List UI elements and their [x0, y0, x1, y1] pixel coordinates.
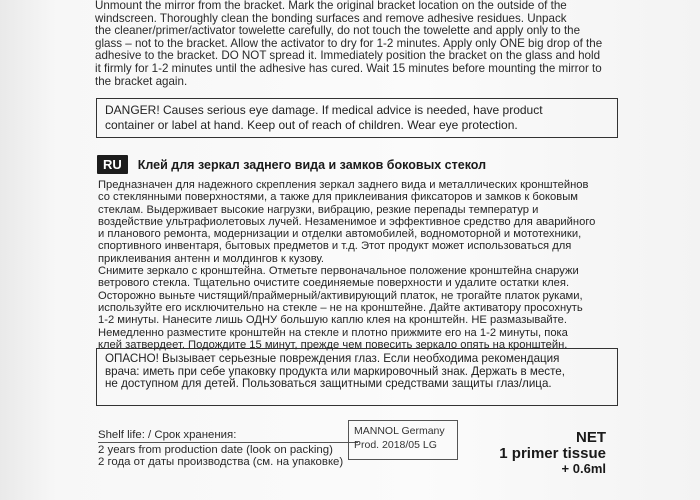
text-line: используйте его исключительно на стекле – не на кронштейне. Дайте активатору просохнуть — [98, 301, 583, 314]
text-line: стеклам. Выдерживает высокие нагрузки, вибрацию, резкие перепады температур и — [98, 203, 539, 216]
shelf-life-label: Shelf life: / Срок хранения: — [98, 429, 237, 441]
text-line: it firmly for 1-2 minutes until the adhesive has cured. Wait 15 minutes before mounting the mirror to — [95, 61, 602, 75]
text-line: 1-2 минуты. Нанесите лишь ОДНУ большую каплю клея на кронштейн. НЕ размазывайте. — [98, 314, 567, 327]
manufacturer-name: MANNOL Germany — [354, 425, 445, 437]
text-line: Unmount the mirror from the bracket. Mark the original bracket location on the outside of the — [95, 0, 567, 12]
danger-warning-english — [96, 98, 618, 138]
text-line: windscreen. Thoroughly clean the bonding surfaces and remove adhesive residues. Unpack — [95, 11, 567, 25]
net-label: NET — [576, 429, 606, 446]
shelf-life-english: 2 years from production date (look on packing) — [98, 444, 333, 457]
text-line: the cleaner/primer/activator towelette carefully, do not touch the towelette and apply only to the — [95, 24, 581, 38]
text-line: со стеклянными поверхностями, а также для приклеивания фиксаторов и замков к боковым — [98, 191, 578, 204]
text-line: и планового ремонта, модернизации и отделки автомобилей, водномоторной и мототехники, — [98, 228, 582, 241]
text-line: Предназначен для надежного скрепления зеркал заднего вида и металлических кронштейнов — [98, 179, 589, 191]
russian-instructions — [98, 179, 618, 351]
text-line: Осторожно выньте чистящий/праймерный/активирующий платок, не трогайте платок руками, — [98, 289, 583, 302]
text-line: воздействие ультрафиолетовых лучей. Незаменимое и эффективное средство для аварийного — [98, 215, 596, 228]
warning-line: container or label at hand. Keep out of reach of children. Wear eye protection. — [105, 118, 518, 132]
english-instructions — [95, 0, 615, 88]
net-contents — [499, 430, 606, 476]
net-item-volume: + 0.6ml — [561, 461, 606, 476]
danger-warning-russian — [96, 348, 618, 406]
text-line: клей затвердеет. Подождите 15 минут, прежде чем повесить зеркало опять на кронштейн. — [98, 338, 568, 351]
russian-section-header — [97, 155, 486, 174]
text-line: спортивного инвентаря, бытовых предметов и т.д. Этот продукт может использоваться для — [98, 240, 572, 253]
warning-line: врача: иметь при себе упаковку продукта или маркировочный знак. Держать в месте, — [105, 364, 565, 378]
russian-section-title: Клей для зеркал заднего вида и замков боковых стекол — [137, 157, 487, 172]
language-badge: RU — [97, 155, 128, 174]
shelf-life-russian: 2 года от даты производства (см. на упаковке) — [98, 456, 344, 469]
manufacturer-box — [348, 420, 458, 460]
text-line: glass – not to the bracket. Allow the activator to dry for 1-2 minutes. Apply only ONE big drop of the — [95, 36, 603, 50]
warning-line: ОПАСНО! Вызывает серьезные повреждения глаз. Если необходима рекомендация — [105, 352, 560, 365]
warning-line: не доступном для детей. Пользоваться защитными средствами защиты глаз/лица. — [105, 377, 552, 390]
text-line: Снимите зеркало с кронштейна. Отметьте первоначальное положение кронштейна снаружи — [98, 265, 579, 278]
text-line: ветрового стекла. Тщательно очистите соединяемые поверхности и удалите остатки клея. — [98, 277, 570, 290]
text-line: the bracket again. — [95, 74, 188, 88]
shelf-life — [98, 429, 378, 469]
warning-line: DANGER! Causes serious eye damage. If medical advice is needed, have product — [105, 103, 543, 117]
net-item-tissue: 1 primer tissue — [499, 445, 606, 462]
production-date: Prod. 2018/05 LG — [354, 439, 437, 451]
text-line: Немедленно разместите кронштейн на стекле и плотно прижмите его на 1-2 минуты, пока — [98, 326, 568, 339]
text-line: adhesive to the bracket. DO NOT spread it. Immediately position the bracket on the glass and hold — [95, 49, 601, 63]
text-line: приклеивания антенн и молдингов к кузову. — [98, 252, 325, 265]
divider — [98, 442, 358, 443]
